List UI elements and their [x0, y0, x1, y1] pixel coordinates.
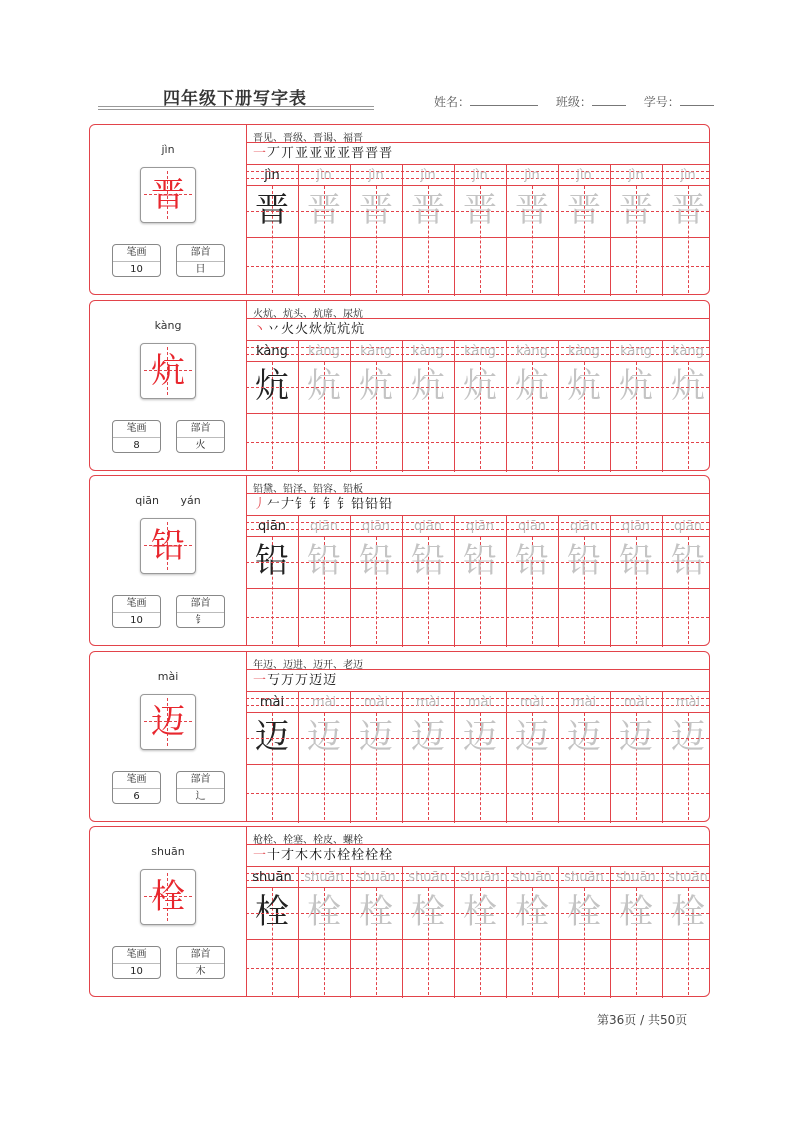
practice-char: 铅: [255, 541, 289, 581]
practice-pinyin: jìn: [420, 168, 436, 183]
divider: [246, 515, 709, 516]
char-card: [89, 475, 710, 646]
divider: [246, 413, 709, 414]
divider: [246, 493, 709, 494]
main-char: 栓: [151, 877, 185, 917]
practice-pinyin: mài: [363, 695, 389, 710]
divider: [246, 764, 709, 765]
practice-pinyin: qiān: [257, 519, 287, 534]
practice-pinyin: shuān: [512, 870, 552, 885]
radical-tag: [176, 946, 225, 979]
practice-pinyin: qiān: [621, 519, 651, 534]
divider: [246, 340, 709, 341]
page-footer: 第36页 / 共50页: [597, 1013, 688, 1027]
stroke-step: 木: [309, 848, 324, 863]
stroke-step: 丌: [281, 146, 296, 161]
stroke-step: 亚: [323, 146, 338, 161]
grid-center-guide: [246, 387, 709, 388]
practice-pinyin: shuān: [616, 870, 656, 885]
practice-char: 栓: [567, 892, 601, 932]
stroke-count-tag: [112, 771, 161, 804]
divider: [246, 237, 709, 238]
practice-pinyin: kàng: [464, 344, 496, 359]
practice-pinyin: kàng: [308, 344, 340, 359]
stroke-count-label: 笔画: [113, 421, 160, 438]
stroke-count-label: 笔画: [113, 947, 160, 964]
student-info: [434, 93, 714, 110]
practice-char: 铅: [619, 541, 653, 581]
stroke-step: 丷: [267, 322, 282, 337]
stroke-step: 晋: [351, 146, 366, 161]
stroke-step: 一: [253, 848, 268, 863]
practice-char: 炕: [307, 366, 341, 406]
practice-char: 晋: [255, 190, 289, 230]
stroke-order: [253, 671, 337, 690]
stroke-order: [253, 495, 393, 514]
practice-pinyin: kàng: [516, 344, 548, 359]
divider: [246, 844, 709, 845]
practice-char: 晋: [671, 190, 705, 230]
char-pinyin: jìn: [161, 143, 175, 156]
stroke-step: 晋: [365, 146, 380, 161]
stroke-step: 钅: [309, 497, 324, 512]
stroke-count-label: 笔画: [113, 772, 160, 789]
practice-pinyin: shuān: [668, 870, 708, 885]
char-pinyin: shuān: [151, 845, 185, 858]
practice-pinyin: mài: [571, 695, 597, 710]
stroke-step: 钅: [337, 497, 352, 512]
stroke-step: 一: [253, 673, 268, 688]
practice-char: 铅: [567, 541, 601, 581]
char-pinyin: qiān yán: [135, 494, 201, 507]
practice-char: 炕: [567, 366, 601, 406]
divider: [246, 866, 709, 867]
radical-value: 火: [195, 440, 206, 451]
stroke-step: 丂: [267, 673, 282, 688]
radical-label: 部首: [177, 947, 224, 964]
divider: [246, 712, 709, 713]
divider: [246, 318, 709, 319]
stroke-count-tag: [112, 244, 161, 277]
practice-char: 迈: [463, 717, 497, 757]
stroke-step: 才: [281, 848, 296, 863]
practice-char: 晋: [307, 190, 341, 230]
practice-pinyin: shuān: [408, 870, 448, 885]
practice-char: 铅: [463, 541, 497, 581]
char-pinyin: kàng: [154, 319, 182, 332]
practice-pinyin: shuān: [460, 870, 500, 885]
practice-pinyin: jìn: [576, 168, 592, 183]
main-char: 炕: [151, 351, 185, 391]
char-pinyin: mài: [157, 670, 179, 683]
divider: [246, 939, 709, 940]
stroke-step: 栓: [337, 848, 352, 863]
stroke-count-value: 8: [133, 440, 140, 451]
grid-center-guide: [246, 968, 709, 969]
practice-char: 铅: [359, 541, 393, 581]
practice-char: 迈: [255, 717, 289, 757]
practice-pinyin: mài: [415, 695, 441, 710]
practice-pinyin: qiān: [465, 519, 495, 534]
radical-tag: [176, 420, 225, 453]
stroke-step: 铅: [351, 497, 366, 512]
practice-pinyin: jìn: [524, 168, 540, 183]
practice-pinyin: mài: [519, 695, 545, 710]
practice-pinyin: jìn: [368, 168, 384, 183]
stroke-step: 一: [253, 146, 268, 161]
divider: [246, 185, 709, 186]
stroke-step: 丆: [267, 146, 282, 161]
stroke-step: 亚: [309, 146, 324, 161]
radical-tag: [176, 244, 225, 277]
practice-char: 炕: [619, 366, 653, 406]
stroke-step: 火: [295, 322, 310, 337]
stroke-count-label: 笔画: [113, 596, 160, 613]
practice-pinyin: shuān: [304, 870, 344, 885]
stroke-count-tag: [112, 420, 161, 453]
stroke-step: 栓: [365, 848, 380, 863]
char-card: [89, 826, 710, 997]
practice-pinyin: jìn: [628, 168, 644, 183]
stroke-order: [253, 320, 365, 339]
name-field[interactable]: [470, 93, 538, 106]
divider: [246, 536, 709, 537]
practice-pinyin: kàng: [360, 344, 392, 359]
id-label: 学号：: [643, 95, 680, 109]
example-words: 枪栓、栓塞、栓皮、螺栓: [253, 835, 363, 846]
practice-pinyin: qiān: [673, 519, 703, 534]
practice-pinyin: kàng: [412, 344, 444, 359]
practice-char: 晋: [619, 190, 653, 230]
stroke-step: 钅: [323, 497, 338, 512]
stroke-step: 晋: [379, 146, 394, 161]
practice-pinyin: mài: [467, 695, 493, 710]
radical-label: 部首: [177, 772, 224, 789]
char-info-panel: [90, 301, 247, 470]
char-display-box: [140, 694, 196, 750]
practice-pinyin: mài: [259, 695, 285, 710]
radical-label: 部首: [177, 596, 224, 613]
grid-center-guide: [246, 442, 709, 443]
stroke-count-value: 10: [130, 966, 143, 977]
stroke-step: 亚: [295, 146, 310, 161]
practice-char: 炕: [463, 366, 497, 406]
practice-char: 铅: [671, 541, 705, 581]
stroke-step: 𠂇: [281, 497, 296, 512]
stroke-step: 𠂉: [267, 497, 282, 512]
practice-char: 迈: [671, 717, 705, 757]
grid-center-guide: [246, 266, 709, 267]
practice-char: 栓: [463, 892, 497, 932]
title-underline: [98, 106, 374, 107]
char-display-box: [140, 167, 196, 223]
practice-char: 迈: [307, 717, 341, 757]
practice-pinyin: kàng: [672, 344, 704, 359]
class-label: 班级：: [555, 95, 592, 109]
practice-char: 炕: [515, 366, 549, 406]
practice-pinyin: jìn: [316, 168, 332, 183]
char-info-panel: [90, 652, 247, 821]
practice-char: 晋: [359, 190, 393, 230]
practice-char: 炕: [359, 366, 393, 406]
page-title: 四年级下册写字表: [163, 89, 307, 109]
stroke-step: 炕: [323, 322, 338, 337]
example-words: 铅黛、铅泽、铅容、铅板: [253, 484, 363, 495]
practice-pinyin: shuān: [564, 870, 604, 885]
radical-tag: [176, 771, 225, 804]
practice-pinyin: jìn: [264, 168, 280, 183]
stroke-step: 炕: [351, 322, 366, 337]
stroke-step: 万: [281, 673, 296, 688]
practice-char: 炕: [671, 366, 705, 406]
stroke-step: 炏: [309, 322, 324, 337]
divider: [246, 691, 709, 692]
practice-char: 晋: [463, 190, 497, 230]
practice-pinyin: jìn: [472, 168, 488, 183]
practice-char: 栓: [671, 892, 705, 932]
radical-value: 木: [195, 966, 206, 977]
grid-center-guide: [246, 617, 709, 618]
stroke-step: 丶: [253, 322, 268, 337]
id-field[interactable]: [680, 93, 714, 106]
practice-char: 栓: [619, 892, 653, 932]
stroke-count-tag: [112, 595, 161, 628]
practice-pinyin: jìn: [680, 168, 696, 183]
divider: [246, 142, 709, 143]
stroke-count-tag: [112, 946, 161, 979]
practice-pinyin: kàng: [256, 344, 288, 359]
practice-pinyin: shuān: [356, 870, 396, 885]
stroke-step: 朩: [323, 848, 338, 863]
stroke-count-label: 笔画: [113, 245, 160, 262]
practice-pinyin: qiān: [517, 519, 547, 534]
practice-pinyin: shuān: [252, 870, 292, 885]
main-char: 迈: [151, 702, 185, 742]
name-label: 姓名：: [434, 95, 471, 109]
stroke-step: 铅: [365, 497, 380, 512]
stroke-step: 十: [267, 848, 282, 863]
stroke-order: [253, 144, 393, 163]
stroke-step: 火: [281, 322, 296, 337]
practice-pinyin: qiān: [569, 519, 599, 534]
divider: [246, 887, 709, 888]
char-card: [89, 300, 710, 471]
stroke-step: 炕: [337, 322, 352, 337]
stroke-count-value: 10: [130, 615, 143, 626]
grid-center-guide: [246, 562, 709, 563]
char-info-panel: [90, 827, 247, 996]
practice-pinyin: qiān: [361, 519, 391, 534]
practice-char: 铅: [515, 541, 549, 581]
char-info-panel: [90, 125, 247, 294]
practice-char: 栓: [359, 892, 393, 932]
practice-char: 炕: [255, 366, 289, 406]
example-words: 火炕、炕头、炕席、尿炕: [253, 309, 363, 320]
practice-char: 铅: [307, 541, 341, 581]
stroke-step: 栓: [351, 848, 366, 863]
practice-pinyin: mài: [311, 695, 337, 710]
char-display-box: [140, 869, 196, 925]
radical-tag: [176, 595, 225, 628]
practice-char: 晋: [411, 190, 445, 230]
divider: [246, 361, 709, 362]
divider: [246, 669, 709, 670]
radical-label: 部首: [177, 421, 224, 438]
example-words: 晋见、晋级、晋谒、福晋: [253, 133, 363, 144]
practice-char: 迈: [411, 717, 445, 757]
grid-center-guide: [246, 793, 709, 794]
stroke-step: 钅: [295, 497, 310, 512]
practice-char: 栓: [515, 892, 549, 932]
char-info-panel: [90, 476, 247, 645]
char-display-box: [140, 343, 196, 399]
grid-center-guide: [246, 211, 709, 212]
practice-char: 栓: [411, 892, 445, 932]
main-char: 晋: [151, 175, 185, 215]
practice-char: 迈: [359, 717, 393, 757]
title-underline-2: [98, 109, 374, 110]
practice-pinyin: kàng: [568, 344, 600, 359]
example-words: 年迈、迈进、迈开、老迈: [253, 660, 363, 671]
practice-pinyin: mài: [623, 695, 649, 710]
class-field[interactable]: [592, 93, 626, 106]
divider: [246, 164, 709, 165]
practice-pinyin: qiān: [413, 519, 443, 534]
main-char: 铅: [151, 526, 185, 566]
char-card: [89, 124, 710, 295]
stroke-order: [253, 846, 393, 865]
stroke-count-value: 6: [133, 791, 140, 802]
stroke-step: 万: [295, 673, 310, 688]
stroke-count-value: 10: [130, 264, 143, 275]
practice-pinyin: qiān: [309, 519, 339, 534]
stroke-step: 迈: [309, 673, 324, 688]
stroke-step: 铅: [379, 497, 394, 512]
practice-char: 迈: [619, 717, 653, 757]
radical-label: 部首: [177, 245, 224, 262]
grid-center-guide: [246, 913, 709, 914]
stroke-step: 栓: [379, 848, 394, 863]
practice-pinyin: mài: [675, 695, 701, 710]
char-display-box: [140, 518, 196, 574]
practice-char: 晋: [515, 190, 549, 230]
practice-char: 炕: [411, 366, 445, 406]
radical-value: 辶: [195, 791, 206, 802]
stroke-step: 亚: [337, 146, 352, 161]
stroke-step: 木: [295, 848, 310, 863]
char-card: [89, 651, 710, 822]
practice-pinyin: kàng: [620, 344, 652, 359]
practice-char: 迈: [515, 717, 549, 757]
radical-value: 日: [195, 264, 206, 275]
practice-char: 栓: [307, 892, 341, 932]
practice-char: 晋: [567, 190, 601, 230]
practice-char: 栓: [255, 892, 289, 932]
practice-char: 迈: [567, 717, 601, 757]
practice-char: 铅: [411, 541, 445, 581]
stroke-step: 丿: [253, 497, 268, 512]
divider: [246, 588, 709, 589]
stroke-step: 迈: [323, 673, 338, 688]
radical-value: 钅: [195, 615, 206, 626]
grid-center-guide: [246, 738, 709, 739]
